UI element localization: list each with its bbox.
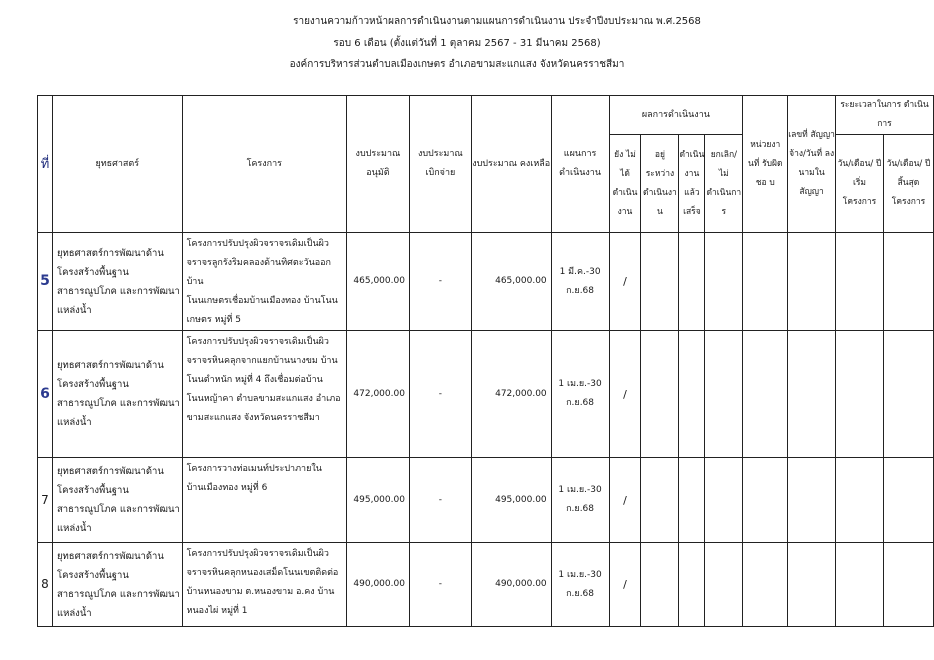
row-budget-spent: - (409, 458, 471, 543)
strategy-line: โครงสร้างพื้นฐาน (56, 266, 129, 278)
row-completed (679, 331, 705, 458)
row-strategy (52, 331, 182, 458)
row-not-started-mark: / (609, 233, 641, 331)
strategy-line: สาธารณูปโภค และการพัฒนา (56, 285, 180, 297)
strategy-line: โครงสร้างพื้นฐาน (56, 485, 129, 496)
row-contract (788, 543, 836, 627)
row-responsible (743, 233, 788, 331)
row-budget-approved: 472,000.00 (346, 331, 409, 458)
strategy-line: ยุทธศาสตร์การพัฒนาด้าน (56, 247, 164, 259)
project-line: บ้านหนองขาม ต.หนองขาม อ.คง บ้าน (186, 587, 335, 597)
row-plan (551, 543, 609, 627)
row-strategy (52, 233, 182, 331)
strategy-line: สาธารณูปโภค และการพัฒนา (56, 504, 180, 515)
row-contract (788, 458, 836, 543)
project-line: โครงการปรับปรุงผิวจราจรเดิมเป็นผิว (186, 239, 329, 249)
strategy-line: แหล่งน้ำ (56, 304, 92, 316)
row-contract (788, 233, 836, 331)
row-number: 8 (38, 543, 53, 627)
plan-line: 1 เม.ย.-30 (558, 569, 602, 580)
row-project (182, 233, 346, 331)
row-completed (679, 543, 705, 627)
row-in-progress (641, 543, 679, 627)
column-header-responsible: หน่วยงา นที่ รับผิดชอ บ (743, 96, 788, 233)
row-not-started-mark: / (609, 543, 641, 627)
row-number: 6 (38, 331, 53, 458)
project-line: จราจรลูกรังริมคลองด้านทิศตะวันออกบ้าน (186, 258, 331, 287)
column-header-completed: ดำเนิน งาน แล้ว เสร็จ (679, 135, 705, 233)
row-in-progress (641, 331, 679, 458)
project-line: เกษตร หมู่ที่ 5 (186, 315, 241, 325)
row-contract (788, 331, 836, 458)
strategy-line: แหล่งน้ำ (56, 607, 92, 619)
project-line: จราจรหินคลุกจากแยกบ้านนางขม บ้าน (186, 356, 338, 366)
column-header-not-started: ยัง ไม่ได้ ดำเนิน งาน (609, 135, 641, 233)
report-title: รายงานความก้าวหน้าผลการดำเนินงานตามแผนการดำเนินงาน ประจำปีงบประมาณ พ.ศ.2568 (293, 16, 701, 27)
column-header-no: ที่ (38, 96, 53, 233)
project-line: จราจรหินคลุกหนองเสม็ดโนนเขตติดต่อ (186, 568, 339, 578)
row-budget-spent: - (409, 543, 471, 627)
row-responsible (743, 331, 788, 458)
column-header-budget-spent: งบประมาณ เบิกจ่าย (409, 96, 471, 233)
column-header-result-group: ผลการดำเนินงาน (609, 96, 743, 135)
row-project (182, 543, 346, 627)
strategy-line: สาธารณูปโภค และการพัฒนา (56, 588, 180, 600)
plan-line: ก.ย.68 (566, 504, 595, 514)
plan-line: ก.ย.68 (566, 588, 595, 599)
plan-line: 1 เม.ย.-30 (558, 379, 602, 389)
project-line: ขามสะแกแสง จังหวัดนครราชสีมา (186, 413, 320, 423)
project-line: โครงการวางท่อเมนท์ประปาภายใน (186, 464, 322, 474)
project-line: โนนตำหนัก หมู่ที่ 4 ถึงเชื่อมต่อบ้าน (186, 375, 323, 385)
row-in-progress (641, 233, 679, 331)
progress-table (37, 95, 934, 627)
row-project (182, 458, 346, 543)
strategy-line: แหล่งน้ำ (56, 417, 92, 428)
plan-line: ก.ย.68 (566, 398, 595, 408)
row-cancelled (705, 543, 743, 627)
row-end (883, 331, 933, 458)
strategy-line: สาธารณูปโภค และการพัฒนา (56, 398, 180, 409)
row-plan (551, 331, 609, 458)
row-in-progress (641, 458, 679, 543)
plan-line: ก.ย.68 (566, 285, 595, 296)
strategy-line: โครงสร้างพื้นฐาน (56, 569, 129, 581)
project-line: หนองไผ่ หมู่ที่ 1 (186, 606, 248, 616)
row-start (836, 233, 884, 331)
project-line: โนนเกษตรเชื่อมบ้านเมืองทอง บ้านโนน (186, 296, 338, 306)
strategy-line: ยุทธศาสตร์การพัฒนาด้าน (56, 550, 164, 562)
row-start (836, 543, 884, 627)
column-header-period-group: ระยะเวลาในการ ดำเนินการ (836, 96, 934, 135)
row-budget-remaining: 490,000.00 (471, 543, 551, 627)
plan-line: 1 มี.ค.-30 (559, 266, 601, 277)
column-header-start: วัน/เดือน/ ปี เริ่ม โครงการ (836, 135, 884, 233)
row-budget-remaining: 465,000.00 (471, 233, 551, 331)
column-header-plan: แผนการ ดำเนินงาน (551, 96, 609, 233)
table-row (38, 458, 934, 543)
row-cancelled (705, 458, 743, 543)
row-budget-remaining: 472,000.00 (471, 331, 551, 458)
row-responsible (743, 543, 788, 627)
strategy-line: ยุทธศาสตร์การพัฒนาด้าน (56, 466, 164, 477)
column-header-cancelled: ยกเลิก/ ไม่ ดำเนินกา ร (705, 135, 743, 233)
row-start (836, 458, 884, 543)
row-cancelled (705, 233, 743, 331)
table-row (38, 543, 934, 627)
project-line: โครงการปรับปรุงผิวจราจรเดิมเป็นผิว (186, 337, 329, 347)
project-line: บ้านเมืองทอง หมู่ที่ 6 (186, 483, 268, 493)
row-strategy (52, 543, 182, 627)
column-header-contract: เลขที่ สัญญา จ้าง/วันที่ ลงนามใน สัญญา (788, 96, 836, 233)
table-row (38, 331, 934, 458)
plan-line: 1 เม.ย.-30 (558, 485, 602, 495)
row-strategy (52, 458, 182, 543)
project-line: โครงการปรับปรุงผิวจราจรเดิมเป็นผิว (186, 549, 329, 559)
strategy-line: ยุทธศาสตร์การพัฒนาด้าน (56, 360, 164, 371)
row-end (883, 458, 933, 543)
row-budget-approved: 490,000.00 (346, 543, 409, 627)
row-start (836, 331, 884, 458)
row-end (883, 543, 933, 627)
row-responsible (743, 458, 788, 543)
row-completed (679, 458, 705, 543)
row-not-started-mark: / (609, 331, 641, 458)
column-header-budget-remaining: งบประมาณ คงเหลือ (471, 96, 551, 233)
row-cancelled (705, 331, 743, 458)
row-budget-spent: - (409, 233, 471, 331)
row-budget-approved: 495,000.00 (346, 458, 409, 543)
row-project (182, 331, 346, 458)
row-end (883, 233, 933, 331)
row-budget-spent: - (409, 331, 471, 458)
project-line: โนนหญ้าคา ตำบลขามสะแกแสง อำเภอ (186, 394, 341, 404)
row-number: 7 (38, 458, 53, 543)
row-plan (551, 233, 609, 331)
organization-name: องค์การบริหารส่วนตำบลเมืองเกษตร อำเภอขามสะแกแสง จังหวัดนครราชสีมา (289, 59, 625, 70)
column-header-strategy: ยุทธศาสตร์ (52, 96, 182, 233)
strategy-line: แหล่งน้ำ (56, 523, 92, 534)
column-header-in-progress: อยู่ ระหว่าง ดำเนินงา น (641, 135, 679, 233)
row-budget-remaining: 495,000.00 (471, 458, 551, 543)
column-header-budget-approved: งบประมาณ อนุมัติ (346, 96, 409, 233)
row-number: 5 (38, 233, 53, 331)
report-period: รอบ 6 เดือน (ตั้งแต่วันที่ 1 ตุลาคม 2567 - 31 มีนาคม 2568) (333, 38, 601, 49)
strategy-line: โครงสร้างพื้นฐาน (56, 379, 129, 390)
row-not-started-mark: / (609, 458, 641, 543)
column-header-end: วัน/เดือน/ ปี สิ้นสุด โครงการ (883, 135, 933, 233)
row-budget-approved: 465,000.00 (346, 233, 409, 331)
row-completed (679, 233, 705, 331)
column-header-project: โครงการ (182, 96, 346, 233)
row-plan (551, 458, 609, 543)
table-row (38, 233, 934, 331)
